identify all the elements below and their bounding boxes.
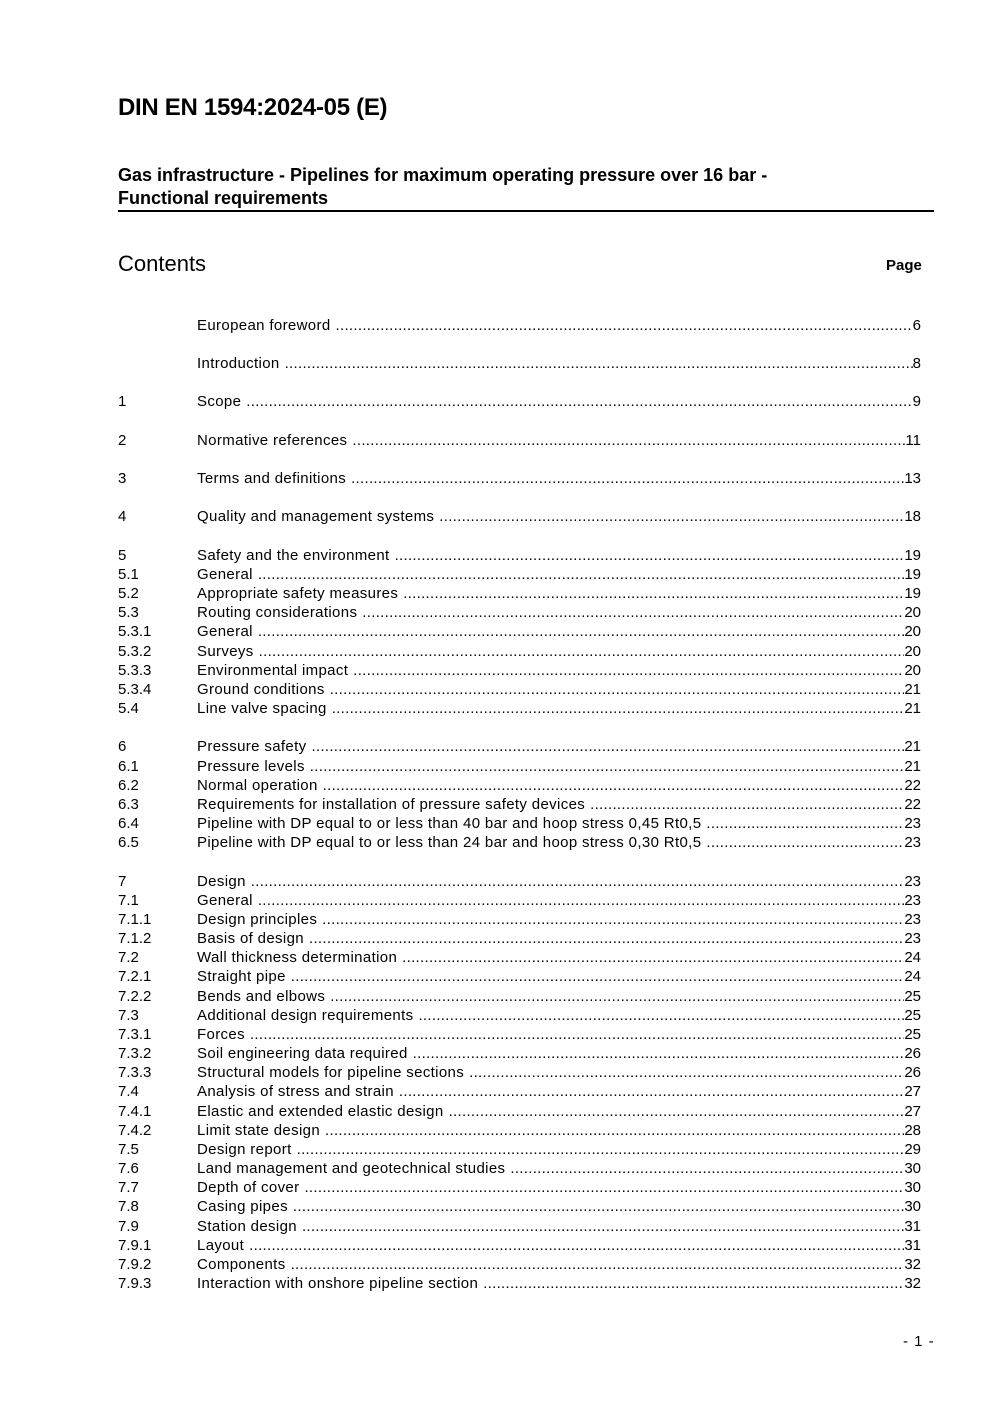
toc-entry[interactable] (118, 1255, 921, 1274)
document-title (118, 164, 933, 210)
toc-entry-number: 5.3.4 (118, 681, 152, 698)
toc-entry-title: Design (197, 873, 246, 890)
toc-entry[interactable] (118, 1025, 921, 1044)
toc-entry-title: Limit state design (197, 1122, 321, 1139)
toc-entry-title: Depth of cover (197, 1179, 300, 1196)
toc-dot-leader (258, 891, 904, 910)
toc-entry-title: Wall thickness determination (197, 949, 398, 966)
toc-entry-number: 6.2 (118, 777, 139, 794)
toc-entry-title: Line valve spacing (197, 700, 327, 717)
toc-entry[interactable] (118, 948, 921, 967)
toc-entry-title: Safety and the environment (197, 547, 390, 564)
toc-entry-number: 5.3.1 (118, 623, 152, 640)
toc-entry-title: Casing pipes (197, 1198, 288, 1215)
toc-entry-title: Analysis of stress and strain (197, 1083, 394, 1100)
toc-entry-page: 29 (904, 1141, 921, 1158)
toc-entry-title: Interaction with onshore pipeline section (197, 1275, 479, 1292)
toc-entry-page: 23 (904, 815, 921, 832)
toc-entry[interactable] (118, 1236, 921, 1255)
toc-entry-title: Pressure safety (197, 738, 307, 755)
toc-entry-title: Normative references (197, 432, 348, 449)
toc-entry-page: 8 (912, 355, 921, 372)
toc-entry-page: 20 (904, 604, 921, 621)
toc-entry-title: Components (197, 1256, 286, 1273)
toc-dot-leader (706, 833, 904, 852)
toc-dot-leader (402, 948, 904, 967)
toc-entry[interactable] (118, 833, 921, 852)
toc-entry-page: 23 (904, 892, 921, 909)
toc-dot-leader (399, 1082, 904, 1101)
toc-entry[interactable] (118, 507, 921, 526)
toc-entry[interactable] (118, 1063, 921, 1082)
toc-entry-title: Layout (197, 1237, 245, 1254)
toc-entry-title: Soil engineering data required (197, 1045, 408, 1062)
toc-entry[interactable] (118, 642, 921, 661)
toc-entry[interactable] (118, 929, 921, 948)
toc-entry-number: 7 (118, 873, 127, 890)
toc-entry-page: 27 (904, 1083, 921, 1100)
toc-entry-number: 3 (118, 470, 127, 487)
toc-dot-leader (304, 1178, 904, 1197)
toc-entry-title: Basis of design (197, 930, 304, 947)
toc-entry-page: 19 (904, 566, 921, 583)
toc-entry-title: Bends and elbows (197, 988, 326, 1005)
toc-entry-page: 22 (904, 777, 921, 794)
toc-entry[interactable] (118, 1274, 921, 1293)
toc-entry-number: 7.3 (118, 1007, 139, 1024)
toc-dot-leader (250, 1025, 904, 1044)
toc-entry-number: 5.2 (118, 585, 139, 602)
toc-entry-page: 32 (904, 1256, 921, 1273)
toc-entry-number: 7.1.2 (118, 930, 152, 947)
toc-entry-page: 31 (904, 1218, 921, 1235)
toc-dot-leader (297, 1140, 905, 1159)
toc-dot-leader (332, 699, 905, 718)
toc-entry[interactable] (118, 680, 921, 699)
toc-entry[interactable] (118, 1121, 921, 1140)
toc-entry[interactable] (118, 622, 921, 641)
toc-dot-leader (418, 1006, 904, 1025)
toc-entry[interactable] (118, 431, 921, 450)
toc-dot-leader (258, 565, 904, 584)
toc-dot-leader (291, 967, 905, 986)
toc-entry-title: Routing considerations (197, 604, 358, 621)
toc-entry-title: Appropriate safety measures (197, 585, 399, 602)
toc-entry[interactable] (118, 737, 921, 756)
toc-dot-leader (510, 1159, 904, 1178)
toc-dot-leader (706, 814, 904, 833)
toc-entry-page: 21 (904, 681, 921, 698)
toc-entry-number: 5.3.2 (118, 643, 152, 660)
toc-dot-leader (285, 354, 913, 373)
toc-entry-page: 24 (904, 949, 921, 966)
toc-dot-leader (413, 1044, 905, 1063)
toc-entry[interactable] (118, 584, 921, 603)
toc-entry-number: 6 (118, 738, 127, 755)
toc-entry-number: 7.3.2 (118, 1045, 152, 1062)
toc-entry[interactable] (118, 987, 921, 1006)
toc-entry[interactable] (118, 814, 921, 833)
toc-entry-number: 7.9.1 (118, 1237, 152, 1254)
toc-entry[interactable] (118, 546, 921, 565)
toc-entry-title: Terms and definitions (197, 470, 347, 487)
toc-entry-number: 7.8 (118, 1198, 139, 1215)
toc-dot-leader (310, 757, 905, 776)
toc-entry-number: 5.1 (118, 566, 139, 583)
toc-dot-leader (311, 737, 904, 756)
toc-entry-number: 7.3.1 (118, 1026, 152, 1043)
toc-entry[interactable] (118, 469, 921, 488)
toc-entry-title: Design report (197, 1141, 292, 1158)
toc-entry-page: 23 (904, 834, 921, 851)
toc-entry-title: Station design (197, 1218, 297, 1235)
toc-entry-number: 7.9.3 (118, 1275, 152, 1292)
toc-entry[interactable] (118, 603, 921, 622)
toc-dot-leader (259, 642, 905, 661)
toc-entry-number: 7.3.3 (118, 1064, 152, 1081)
toc-entry-title: Design principles (197, 911, 318, 928)
toc-entry-title: Quality and management systems (197, 508, 435, 525)
toc-entry-title: Normal operation (197, 777, 318, 794)
toc-entry-number: 7.1 (118, 892, 139, 909)
toc-dot-leader (336, 316, 913, 335)
toc-entry[interactable] (118, 1178, 921, 1197)
toc-entry-title: Elastic and extended elastic design (197, 1103, 444, 1120)
toc-entry-number: 1 (118, 393, 127, 410)
toc-dot-leader (449, 1102, 905, 1121)
toc-entry-page: 11 (905, 432, 921, 449)
page-column-heading: Page (886, 257, 922, 274)
toc-entry-number: 6.1 (118, 758, 139, 775)
toc-dot-leader (302, 1217, 904, 1236)
toc-entry-number: 7.9 (118, 1218, 139, 1235)
document-id: DIN EN 1594:2024-05 (E) (118, 94, 388, 121)
toc-dot-leader (325, 1121, 904, 1140)
toc-entry-page: 21 (904, 738, 921, 755)
toc-entry-page: 25 (904, 1007, 921, 1024)
toc-entry[interactable] (118, 565, 921, 584)
toc-entry[interactable] (118, 1044, 921, 1063)
toc-entry-title: Ground conditions (197, 681, 325, 698)
toc-entry[interactable] (118, 661, 921, 680)
toc-entry-number: 7.9.2 (118, 1256, 152, 1273)
toc-entry[interactable] (118, 699, 921, 718)
toc-entry[interactable] (118, 910, 921, 929)
toc-dot-leader (352, 431, 905, 450)
toc-entry-page: 30 (904, 1198, 921, 1215)
toc-entry[interactable] (118, 757, 921, 776)
toc-dot-leader (469, 1063, 904, 1082)
toc-entry[interactable] (118, 967, 921, 986)
toc-entry[interactable] (118, 1159, 921, 1178)
toc-entry-page: 26 (904, 1064, 921, 1081)
toc-entry-page: 27 (904, 1103, 921, 1120)
toc-entry-title: Forces (197, 1026, 245, 1043)
toc-entry-number: 6.5 (118, 834, 139, 851)
toc-entry-page: 23 (904, 873, 921, 890)
toc-entry-title: Structural models for pipeline sections (197, 1064, 465, 1081)
toc-entry-title: Straight pipe (197, 968, 286, 985)
toc-entry-number: 5.3.3 (118, 662, 152, 679)
toc-dot-leader (395, 546, 905, 565)
toc-entry-title: Introduction (197, 355, 280, 372)
toc-dot-leader (330, 987, 904, 1006)
toc-entry-number: 7.4 (118, 1083, 139, 1100)
toc-entry-page: 6 (912, 317, 921, 334)
toc-dot-leader (403, 584, 904, 603)
toc-dot-leader (309, 929, 904, 948)
toc-entry-page: 20 (904, 662, 921, 679)
toc-entry-page: 20 (904, 643, 921, 660)
toc-entry-number: 5.3 (118, 604, 139, 621)
toc-dot-leader (590, 795, 904, 814)
toc-entry[interactable] (118, 392, 921, 411)
toc-dot-leader (291, 1255, 905, 1274)
toc-entry[interactable] (118, 354, 921, 373)
toc-entry-page: 30 (904, 1160, 921, 1177)
toc-dot-leader (246, 392, 912, 411)
toc-entry-page: 19 (904, 547, 921, 564)
toc-entry-title: General (197, 892, 253, 909)
toc-entry[interactable] (118, 1082, 921, 1101)
toc-entry[interactable] (118, 1006, 921, 1025)
toc-dot-leader (322, 910, 904, 929)
toc-entry-page: 9 (912, 393, 921, 410)
toc-entry-page: 31 (904, 1237, 921, 1254)
contents-heading: Contents (118, 251, 207, 276)
toc-entry-page: 23 (904, 911, 921, 928)
toc-entry-title: Scope (197, 393, 242, 410)
toc-entry-page: 23 (904, 930, 921, 947)
toc-entry-page: 30 (904, 1179, 921, 1196)
toc-dot-leader (258, 622, 904, 641)
toc-entry-page: 24 (904, 968, 921, 985)
toc-entry-number: 5 (118, 547, 127, 564)
toc-dot-leader (483, 1274, 904, 1293)
toc-entry-title: General (197, 623, 253, 640)
toc-entry[interactable] (118, 776, 921, 795)
toc-entry-title: Additional design requirements (197, 1007, 414, 1024)
toc-entry[interactable] (118, 1217, 921, 1236)
toc-dot-leader (330, 680, 905, 699)
toc-entry[interactable] (118, 872, 921, 891)
toc-entry-page: 25 (904, 1026, 921, 1043)
toc-dot-leader (351, 469, 904, 488)
toc-dot-leader (353, 661, 904, 680)
toc-entry-number: 7.4.1 (118, 1103, 152, 1120)
title-divider (118, 210, 934, 212)
document-title-line-1: Gas infrastructure - Pipelines for maximum operating pressure over 16 bar - (118, 165, 768, 185)
toc-entry-number: 7.2.1 (118, 968, 152, 985)
toc-entry-page: 28 (904, 1122, 921, 1139)
toc-entry-title: Pipeline with DP equal to or less than 40 bar and hoop stress 0,45 Rt0,5 (197, 815, 702, 832)
page-number-footer: - 1 - (903, 1333, 935, 1350)
toc-entry-number: 7.2 (118, 949, 139, 966)
toc-entry-title: Surveys (197, 643, 254, 660)
toc-entry-page: 20 (904, 623, 921, 640)
toc-entry-number: 7.1.1 (118, 911, 152, 928)
toc-entry[interactable] (118, 795, 921, 814)
toc-entry-page: 32 (904, 1275, 921, 1292)
toc-entry-number: 7.4.2 (118, 1122, 152, 1139)
toc-entry[interactable] (118, 1197, 921, 1216)
toc-entry[interactable] (118, 1140, 921, 1159)
toc-dot-leader (323, 776, 905, 795)
toc-entry-page: 18 (904, 508, 921, 525)
toc-entry[interactable] (118, 1102, 921, 1121)
toc-entry-page: 13 (904, 470, 921, 487)
toc-entry-number: 7.2.2 (118, 988, 152, 1005)
toc-entry-number: 7.5 (118, 1141, 139, 1158)
toc-dot-leader (251, 872, 905, 891)
toc-entry-title: Environmental impact (197, 662, 349, 679)
document-title-line-2: Functional requirements (118, 188, 329, 208)
toc-entry-title: Requirements for installation of pressure safety devices (197, 796, 586, 813)
toc-entry-number: 6.3 (118, 796, 139, 813)
toc-entry-title: European foreword (197, 317, 331, 334)
toc-entry-title: General (197, 566, 253, 583)
toc-entry-page: 26 (904, 1045, 921, 1062)
toc-dot-leader (249, 1236, 904, 1255)
toc-entry[interactable] (118, 316, 921, 335)
toc-entry-number: 2 (118, 432, 127, 449)
toc-entry-page: 19 (904, 585, 921, 602)
toc-entry-number: 6.4 (118, 815, 139, 832)
toc-dot-leader (362, 603, 904, 622)
toc-entry-title: Land management and geotechnical studies (197, 1160, 506, 1177)
toc-entry-page: 21 (904, 758, 921, 775)
toc-entry-number: 7.7 (118, 1179, 139, 1196)
toc-entry-page: 25 (904, 988, 921, 1005)
toc-entry-page: 21 (904, 700, 921, 717)
toc-entry-number: 4 (118, 508, 127, 525)
toc-dot-leader (439, 507, 904, 526)
toc-entry-number: 7.6 (118, 1160, 139, 1177)
toc-dot-leader (293, 1197, 904, 1216)
toc-entry-number: 5.4 (118, 700, 139, 717)
toc-entry-title: Pressure levels (197, 758, 305, 775)
toc-entry-page: 22 (904, 796, 921, 813)
toc-entry-title: Pipeline with DP equal to or less than 24 bar and hoop stress 0,30 Rt0,5 (197, 834, 702, 851)
toc-entry[interactable] (118, 891, 921, 910)
